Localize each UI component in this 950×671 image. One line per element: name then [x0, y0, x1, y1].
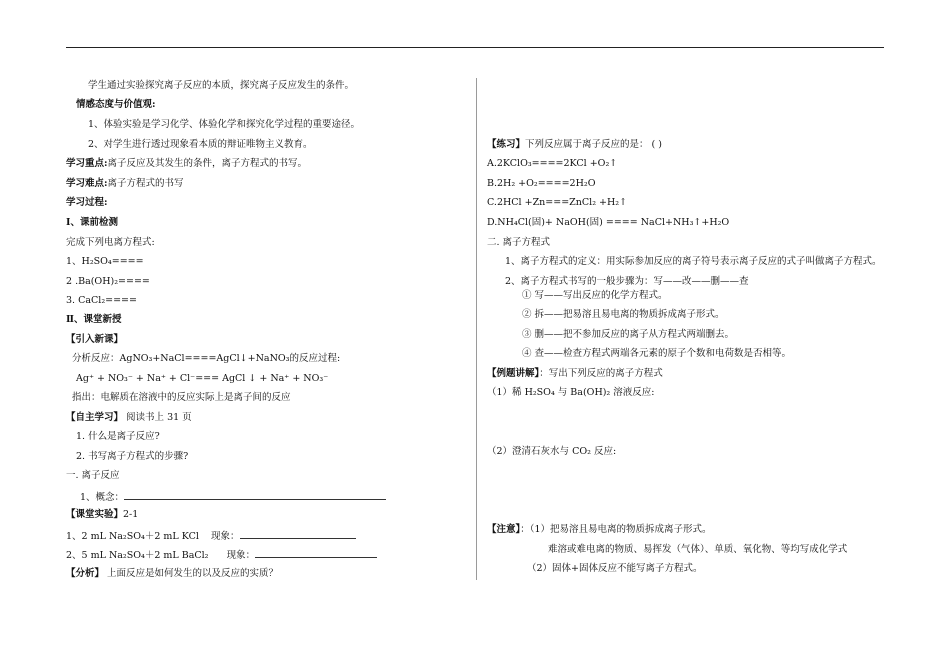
analysis-text: 分析反应：AgNO₃+NaCl====AgCl↓+NaNO₃的反应过程:	[72, 353, 341, 364]
key-points	[66, 158, 307, 170]
key-text: 离子反应及其发生的条件，离子方程式的书写。	[107, 158, 308, 169]
intro-label: 【引入新课】	[66, 334, 124, 345]
experiment-label: 【课堂实验】	[66, 509, 124, 520]
experiment-2-blank[interactable]	[255, 548, 377, 558]
emotion-item-1: 1、体验实验是学习化学、体验化学和探究化学过程的重要途径。	[88, 119, 361, 130]
step-2: ② 拆——把易溶且易电离的物质拆成离子形式。	[522, 309, 725, 320]
practice-text: 下列反应属于离子反应的是： ( )	[525, 139, 662, 150]
equation-3: 3. CaCl₂====	[66, 295, 137, 306]
self-study	[66, 412, 192, 424]
concept-label: 1、概念：	[80, 492, 125, 503]
concept-line	[80, 490, 386, 504]
experiment-1	[66, 529, 356, 543]
equation-1: 1、H₂SO₄====	[66, 256, 144, 267]
diff-label: 学习难点:	[66, 178, 108, 189]
option-a: A.2KClO₃====2KCl +O₂↑	[487, 158, 618, 169]
note-1b: 难溶或难电离的物质、易挥发（气体）、单质、氧化物、等均写成化学式	[548, 544, 848, 555]
question-1: 1. 什么是离子反应?	[76, 431, 160, 442]
part-two-title: 二. 离子方程式	[487, 237, 551, 248]
analysis-question	[66, 568, 278, 580]
definition: 1、离子方程式的定义：用实际参加反应的离子符号表示离子反应的式子叫做离子方程式。	[505, 256, 882, 267]
point-out-text: 指出：电解质在溶液中的反应实际上是离子间的反应	[72, 392, 291, 403]
equation-2: 2 .Ba(OH)₂====	[66, 276, 150, 287]
emotion-item-2: 2、对学生进行透过现象看本质的辩证唯物主义教育。	[88, 139, 313, 150]
difficult-points	[66, 178, 184, 190]
intro-text: 学生通过实验探究离子反应的本质，探究离子反应发生的条件。	[88, 80, 355, 91]
experiment-number: 2-1	[123, 509, 139, 520]
column-divider	[476, 78, 477, 580]
header-rule	[66, 47, 884, 48]
ionic-equation: Ag⁺ + NO₃⁻ + Na⁺ + Cl⁻=== AgCl ↓ + Na⁺ + NO₃⁻	[76, 373, 329, 384]
step-4: ④ 查——检查方程式两端各元素的原子个数和电荷数是否相等。	[522, 348, 792, 359]
step-1: ① 写——写出反应的化学方程式。	[522, 290, 668, 301]
experiment-1-text: 1、2 mL Na₂SO₄＋2 mL KCl	[66, 531, 199, 542]
part-one-title: 一. 离子反应	[66, 470, 120, 481]
experiment-title	[66, 509, 138, 521]
concept-blank[interactable]	[124, 490, 386, 500]
diff-text: 离子方程式的书写	[107, 178, 184, 189]
experiment-2	[66, 548, 377, 562]
experiment-1-obs-label: 现象：	[210, 531, 240, 542]
example-text: ：写出下列反应的离子方程式	[539, 368, 663, 379]
note-label: 【注意】	[487, 524, 521, 535]
example-label: 【例题讲解】	[487, 368, 540, 379]
key-label: 学习重点:	[66, 158, 108, 169]
practice-label: 【练习】	[487, 139, 526, 150]
option-b: B.2H₂ +O₂====2H₂O	[487, 178, 596, 189]
section-1-task: 完成下列电离方程式:	[66, 237, 155, 248]
example-2: （2）澄清石灰水与 CO₂ 反应:	[487, 446, 617, 457]
analysis-label: 【分析】	[66, 568, 105, 579]
analysis-question-text: 上面反应是如何发生的以及反应的实质？	[107, 568, 279, 579]
example-1: （1）稀 H₂SO₄ 与 Ba(OH)₂ 溶液反应:	[487, 387, 655, 398]
option-c: C.2HCl +Zn===ZnCl₂ +H₂↑	[487, 197, 628, 208]
note	[487, 524, 712, 536]
note-2: （2）固体+固体反应不能写离子方程式。	[527, 563, 703, 574]
self-text: 阅读书上 31 页	[126, 412, 192, 423]
emotion-title: 情感态度与价值观:	[76, 99, 156, 110]
experiment-2-text: 2、5 mL Na₂SO₄＋2 mL BaCl₂	[66, 550, 209, 561]
steps-intro: 2、离子方程式书写的一般步骤为：写——改——删——查	[505, 276, 749, 287]
step-3: ③ 删——把不参加反应的离子从方程式两端删去。	[522, 329, 735, 340]
question-2: 2. 书写离子方程式的步骤?	[76, 451, 189, 462]
option-d: D.NH₄Cl(固)+ NaOH(固) ==== NaCl+NH₃↑+H₂O	[487, 217, 730, 228]
example	[487, 368, 663, 380]
process-title: 学习过程:	[66, 197, 108, 208]
experiment-1-blank[interactable]	[240, 529, 356, 539]
practice	[487, 139, 662, 151]
note-1: ：（1）把易溶且易电离的物质拆成离子形式。	[520, 524, 712, 535]
experiment-2-obs-label: 现象：	[226, 550, 256, 561]
section-2-title: Ⅱ、课堂新授	[66, 314, 122, 325]
self-label: 【自主学习】	[66, 412, 124, 423]
section-1-title: Ⅰ、课前检测	[66, 217, 118, 228]
